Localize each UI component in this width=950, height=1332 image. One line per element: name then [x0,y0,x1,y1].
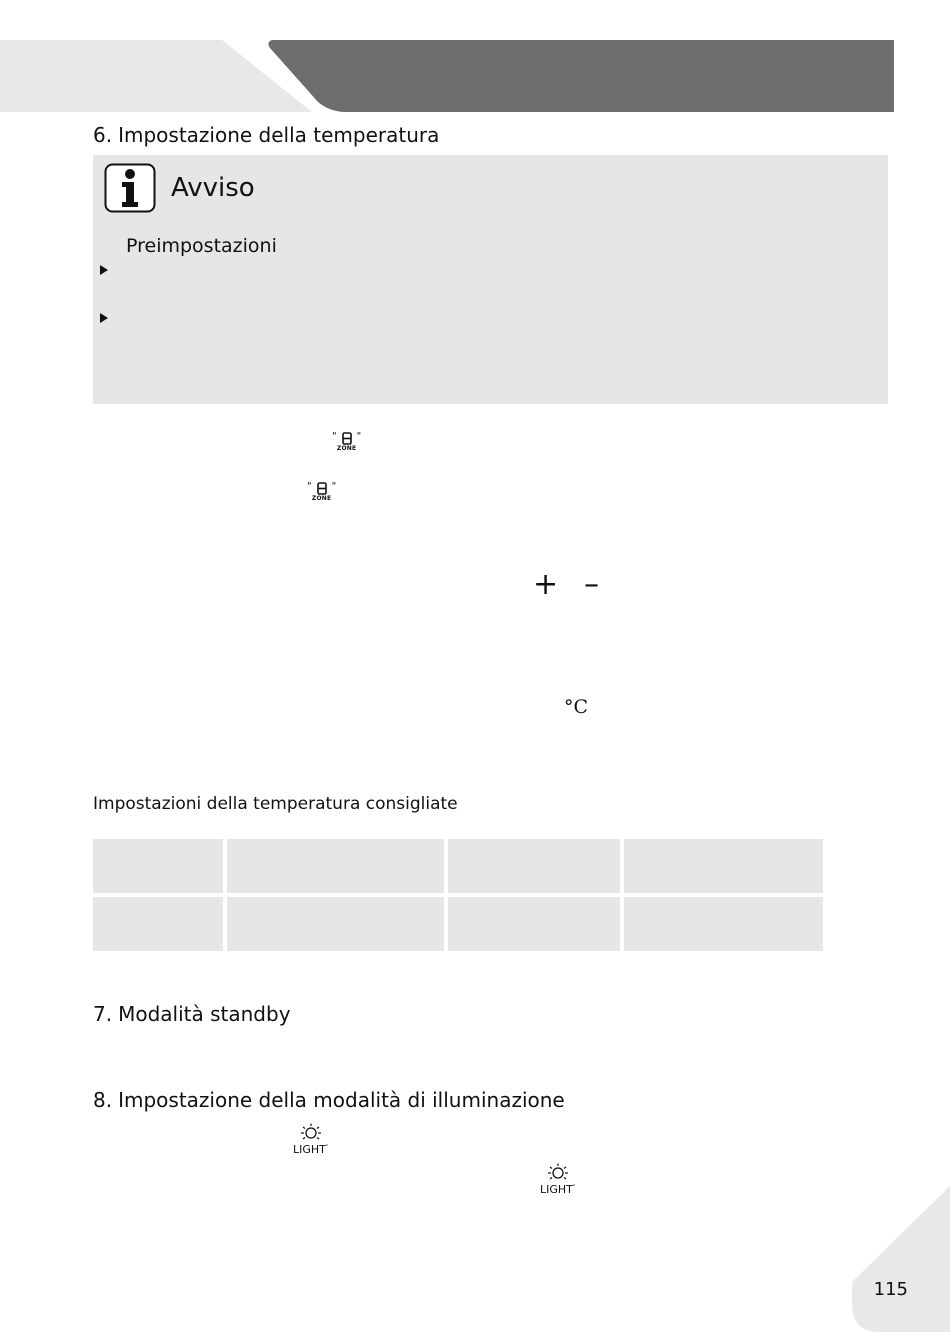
table-cell [448,839,624,897]
table-cell [93,897,227,951]
zone-label: ZONE [311,495,332,502]
bulb-icon [547,1163,569,1183]
header-banner [0,40,950,112]
recommended-temperature-table [93,839,823,951]
section-6-number: 6. [93,123,113,147]
table-title: Impostazioni della temperatura consigliate [93,794,458,814]
table-cell [93,839,227,897]
table-cell [624,897,823,951]
bulb-icon [300,1123,322,1143]
celsius-symbol: °C [564,696,589,718]
light-button-icon-1 [293,1123,328,1155]
minus-icon: – [584,567,599,602]
section-6-title: Impostazione della temperatura [118,123,440,147]
table-cell [448,897,624,951]
zone-button-icon-2: " " ZONE [307,481,337,502]
header-right-bar [268,40,894,112]
table-cell [227,839,448,897]
section-8-title: Impostazione della modalità di illuminazione [118,1088,565,1112]
zone-button-icon-1: " " ZONE [332,431,362,452]
light-label: LIGHT [293,1143,326,1156]
zone-label: ZONE [336,445,357,452]
zone-digit-icon [342,432,352,445]
info-icon [104,163,156,213]
section-6-heading [93,123,439,147]
table-row [93,897,823,951]
table-cell [624,839,823,897]
header-left-tab [0,40,312,112]
footer-corner [852,1186,950,1332]
light-button-icon-2 [540,1163,575,1195]
light-mark: ' [325,1143,329,1152]
plus-icon: + [533,567,559,602]
light-mark: ' [572,1183,576,1192]
light-label: LIGHT [540,1183,573,1196]
page-number: 115 [873,1279,908,1300]
zone-digit-icon [317,482,327,495]
notice-subtitle: Preimpostazioni [126,235,277,257]
section-8-heading [93,1088,565,1112]
table-row [93,839,823,897]
section-8-number: 8. [93,1088,113,1112]
notice-bullet-1-icon [100,265,108,275]
section-7-heading [93,1002,291,1026]
notice-title: Avviso [171,173,255,203]
section-7-number: 7. [93,1002,113,1026]
section-7-title: Modalità standby [118,1002,291,1026]
notice-bullet-2-icon [100,313,108,323]
table-cell [227,897,448,951]
